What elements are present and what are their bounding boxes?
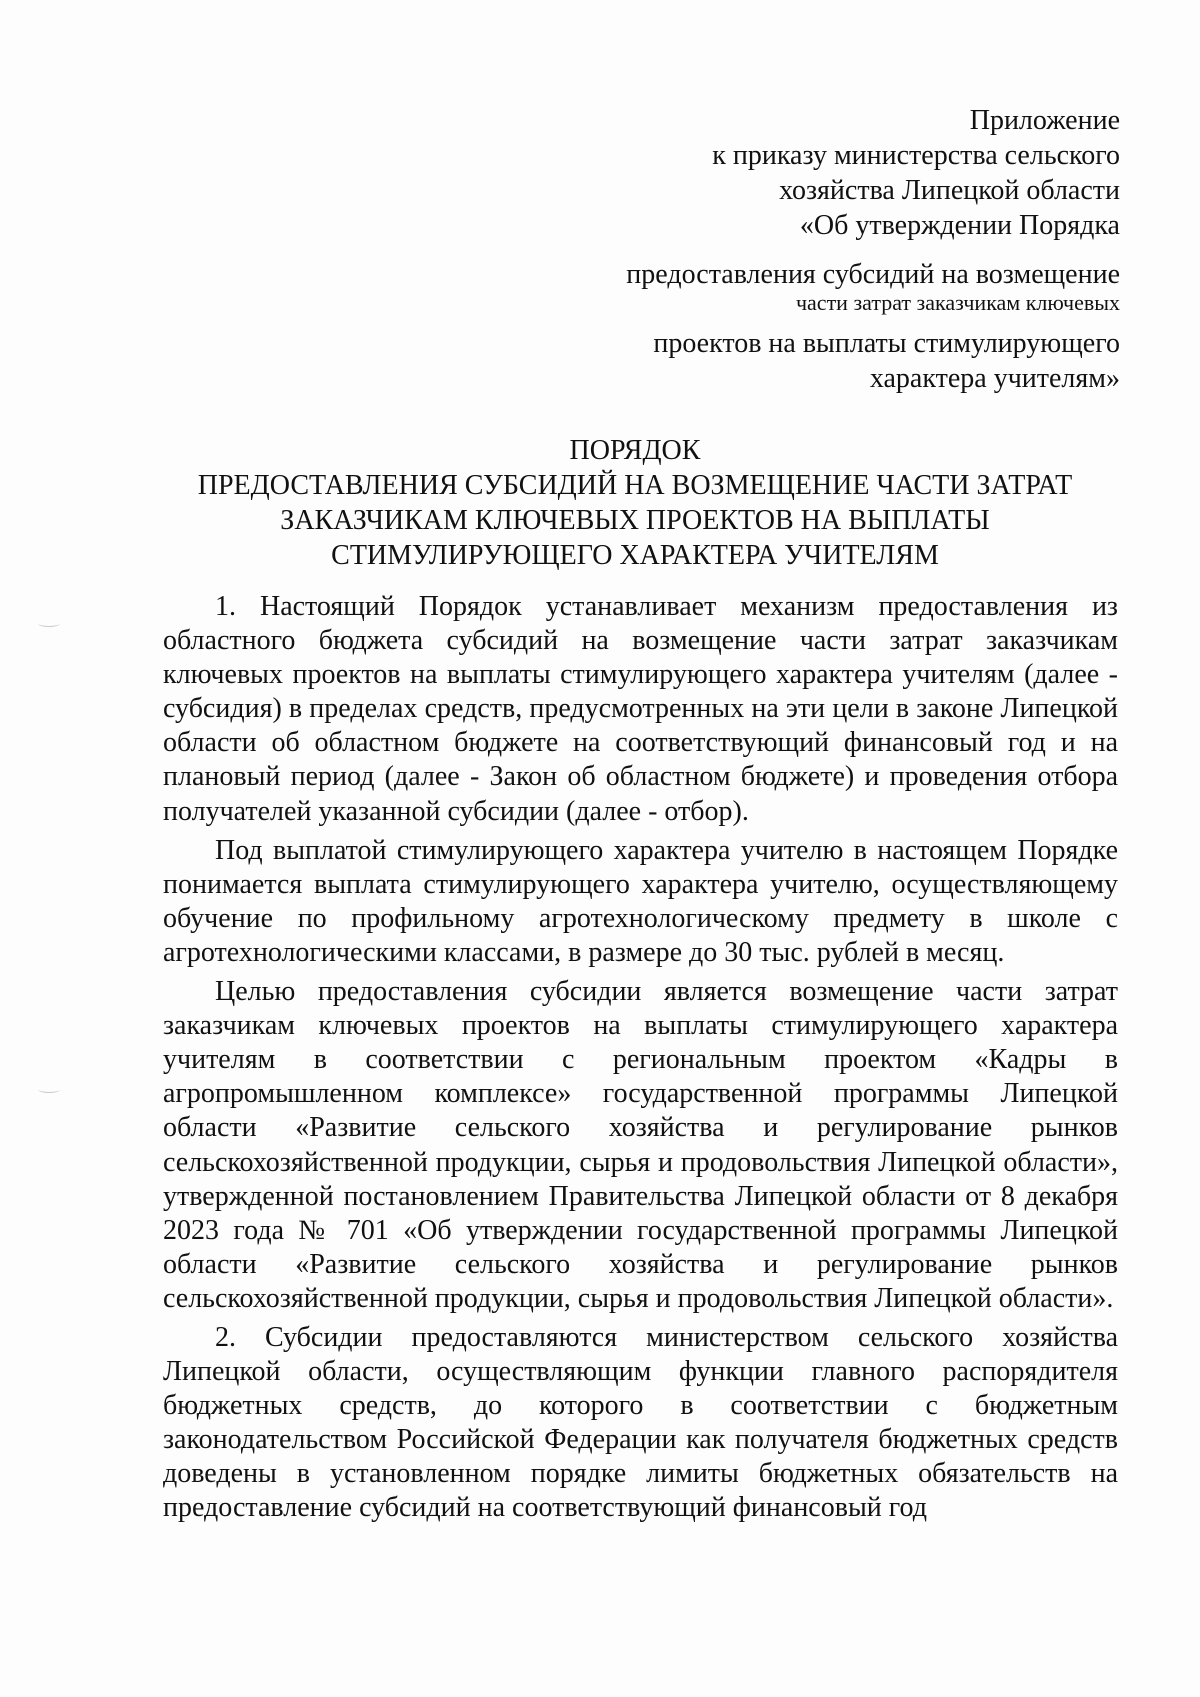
- title-line: СТИМУЛИРУЮЩЕГО ХАРАКТЕРА УЧИТЕЛЯМ: [331, 540, 939, 571]
- appendix-line: к приказу министерства сельского: [712, 140, 1120, 171]
- appendix-line: части затрат заказчикам ключевых: [795, 290, 1120, 315]
- paragraph-1: 1. Настоящий Порядок устанавливает механизм предоставления из областного бюджета субсидий на возмещение части затрат заказчикам ключевых проектов на выплаты стимулирующего характера учителям (далее - субсидия) в пределах средств, предусмотренных на эти цели в законе Липецкой области об областном бюджете на соответствующий финансовый год и на плановый период (далее - Закон об областном бюджете) и проведения отбора получателей указанной субсидии (далее - отбор).: [163, 591, 1118, 827]
- paragraph-3: Целью предоставления субсидии является возмещение части затрат заказчикам ключевых проектов на выплаты стимулирующего характера учителям в соответствии с региональным проектом «Кадры в агропромышленном комплексе» государственной программы Липецкой области «Развитие сельского хозяйства и регулирование рынков сельскохозяйственной продукции, сырья и продовольствия Липецкой области», утвержденной постановлением Правительства Липецкой области от 8 декабря 2023 года № 701 «Об утверждении государственной программы Липецкой области «Развитие сельского хозяйства и регулирование рынков сельскохозяйственной продукции, сырья и продовольствия Липецкой области».: [163, 976, 1118, 1314]
- paragraph-2: Под выплатой стимулирующего характера учителю в настоящем Порядке понимается выплата стимулирующего характера учителю, осуществляющему обучение по профильному агротехнологическому предмету в школе с агротехнологическими классами, в размере до 30 тыс. рублей в месяц.: [163, 834, 1118, 968]
- title-line: ЗАКАЗЧИКАМ КЛЮЧЕВЫХ ПРОЕКТОВ НА ВЫПЛАТЫ: [280, 505, 990, 536]
- appendix-line: Приложение: [969, 105, 1120, 136]
- scan-margin-mark: [38, 620, 60, 627]
- appendix-line: «Об утверждении Порядка: [799, 210, 1120, 241]
- appendix-line: предоставления субсидий на возмещение: [626, 259, 1120, 290]
- appendix-line: проектов на выплаты стимулирующего: [653, 328, 1120, 359]
- document-title: [150, 433, 1120, 573]
- appendix-header: [520, 103, 1120, 396]
- title-line: ПРЕДОСТАВЛЕНИЯ СУБСИДИЙ НА ВОЗМЕЩЕНИЕ ЧАСТИ ЗАТРАТ: [197, 470, 1073, 501]
- document-body: [163, 590, 1118, 1531]
- appendix-gap: [520, 243, 1120, 257]
- title-line: ПОРЯДОК: [569, 435, 701, 466]
- scan-margin-mark: [38, 1086, 60, 1093]
- appendix-line: хозяйства Липецкой области: [779, 175, 1120, 206]
- appendix-line: характера учителям»: [869, 363, 1120, 394]
- paragraph-4: 2. Субсидии предоставляются министерством сельского хозяйства Липецкой области, осуществляющим функции главного распорядителя бюджетных средств, до которого в соответствии с бюджетным законодательством Российской Федерации как получателя бюджетных средств доведены в установленном порядке лимиты бюджетных обязательств на предоставление субсидий на соответствующий финансовый год: [163, 1321, 1118, 1524]
